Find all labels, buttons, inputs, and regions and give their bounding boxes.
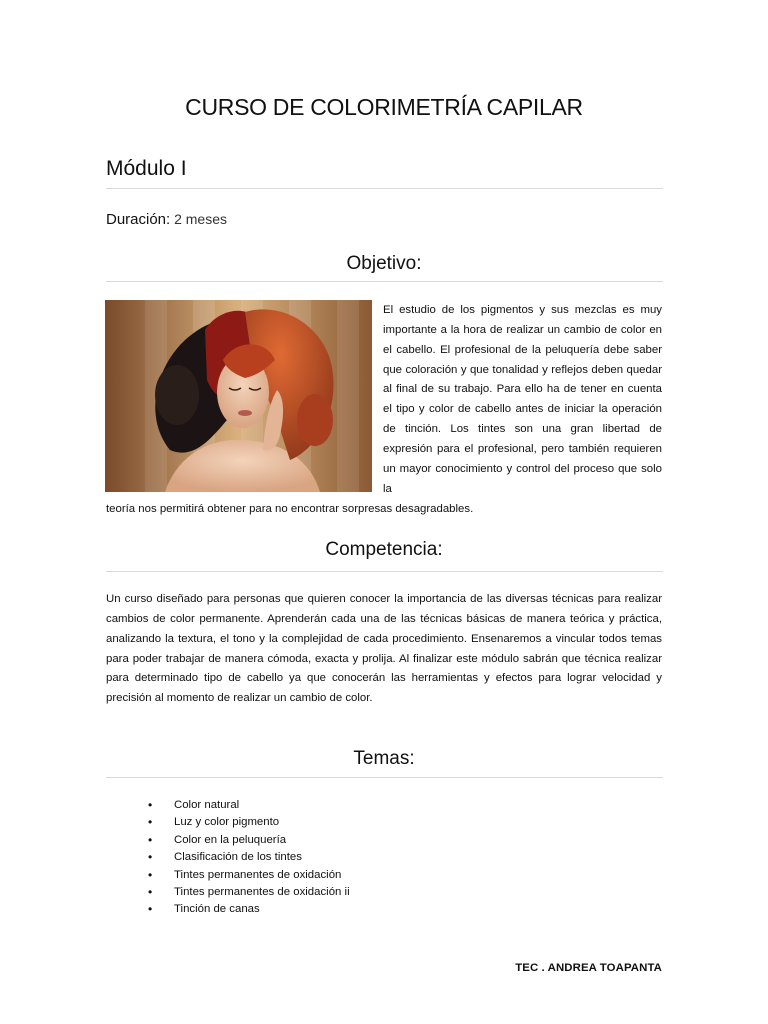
duration-value: 2 meses	[174, 211, 228, 227]
topics-heading: Temas:	[353, 748, 415, 769]
topic-label: Tintes permanentes de oxidación ii	[174, 886, 350, 899]
list-item	[148, 867, 350, 884]
divider	[106, 571, 663, 572]
bullet-icon: •	[148, 798, 153, 812]
bullet-icon: •	[148, 867, 153, 882]
topic-label: Clasificación de los tintes	[174, 851, 302, 864]
duration-line	[106, 211, 227, 228]
divider	[106, 281, 663, 282]
topics-list	[148, 797, 350, 919]
objective-text-continued: teoría nos permitirá obtener para no encontrar sorpresas desagradables.	[106, 503, 474, 515]
list-item	[148, 832, 350, 849]
divider	[106, 777, 663, 778]
bullet-icon: •	[148, 850, 153, 865]
competence-heading: Competencia:	[325, 539, 443, 560]
bullet-icon: •	[148, 815, 153, 830]
competence-text: Un curso diseñado para personas que quieren conocer la importancia de las diversas técnicas para realizar cambios de color permanente. Aprenderán cada una de las técnicas básicas de manera teórica y práctica, analizando la textura, el tono y la complejidad de cada procedimiento. Ensenaremos a vincular todos temas para poder trabajar de manera cómoda, exacta y prolija. Al finalizar este módulo sabrán que técnica realizar para determinado tipo de cabello ya que conocerán las herramientas y efectos para lograr velocidad y precisión al momento de realizar un cambio de color.	[106, 593, 662, 705]
topic-label: Color en la peluquería	[174, 833, 287, 846]
list-item	[148, 814, 350, 831]
bullet-icon: •	[148, 832, 153, 847]
divider	[106, 188, 663, 189]
list-item	[148, 901, 350, 918]
list-item	[148, 849, 350, 866]
bullet-icon: •	[148, 885, 153, 900]
objective-heading: Objetivo:	[346, 253, 422, 274]
list-item	[148, 884, 350, 901]
objective-text: El estudio de los pigmentos y sus mezclas es muy importante a la hora de realizar un cambio de color en el cabello. El profesional de la peluquería debe saber que coloración y que tonalidad y reflejos deben quedar al final de su trabajo. Para ello ha de tener en cuenta el tipo y color de cabello antes de iniciar la operación de tinción. Los tintes son una gran libertad de expresión para el profesional, pero también requieren un mayor conocimiento y control del proceso que solo la	[383, 304, 662, 495]
bullet-icon: •	[148, 902, 153, 917]
topic-label: Tintes permanentes de oxidación	[174, 868, 342, 881]
module-heading: Módulo I	[106, 157, 187, 180]
document-title: CURSO DE COLORIMETRÍA CAPILAR	[185, 94, 583, 120]
topic-label: Luz y color pigmento	[174, 816, 280, 829]
topic-label: Color natural	[174, 799, 240, 811]
author-footer: TEC . ANDREA TOAPANTA	[515, 962, 662, 974]
hair-color-portrait-photo	[105, 300, 372, 492]
list-item	[148, 797, 350, 814]
topic-label: Tinción de canas	[174, 903, 260, 916]
duration-label: Duración:	[106, 211, 171, 228]
